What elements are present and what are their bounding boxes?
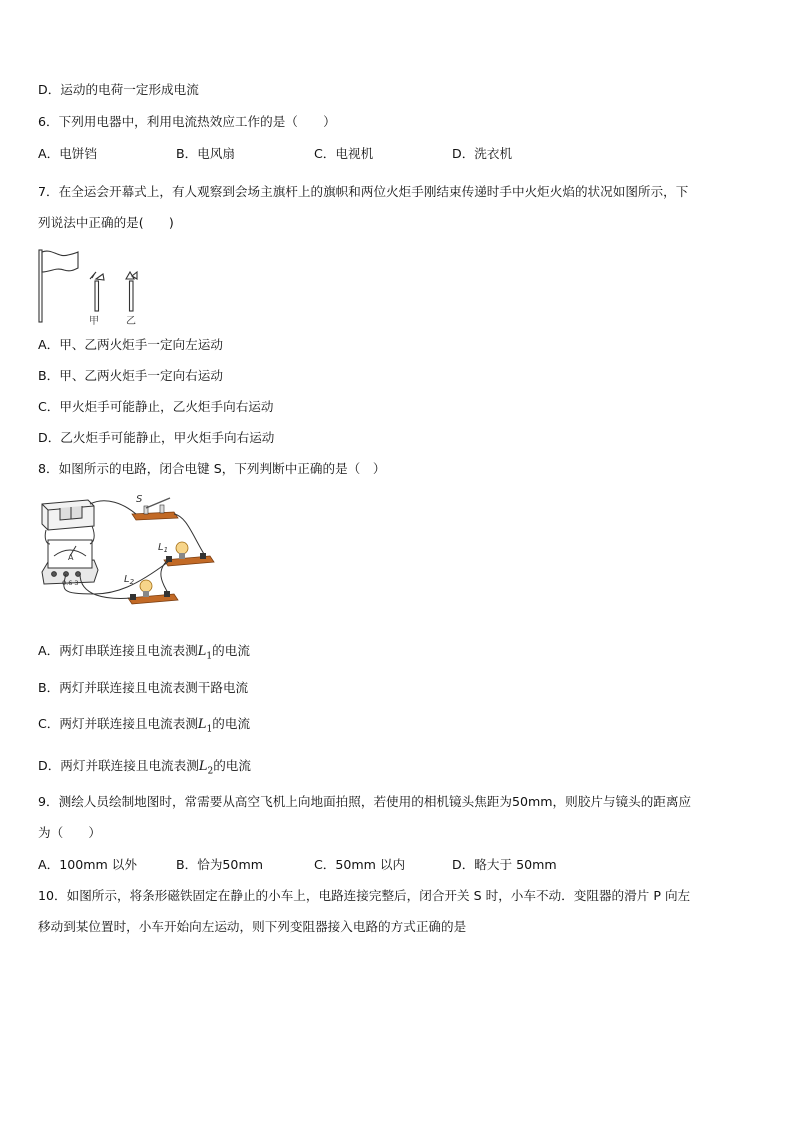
q7-option-b: B．甲、乙两火炬手一定向右运动 xyxy=(38,368,223,383)
q8-option-c-var: $L_1$ xyxy=(197,717,213,735)
q6-option-a: A．电饼铛 xyxy=(38,146,97,161)
q6-option-c: C．电视机 xyxy=(314,146,374,161)
q6-stem: 6．下列用电器中，利用电流热效应工作的是（ ） xyxy=(38,114,336,129)
ammeter xyxy=(42,540,98,584)
q9-stem-line2: 为（ ） xyxy=(38,825,101,840)
battery-pack xyxy=(42,500,94,530)
lamp-l1 xyxy=(164,542,214,566)
q9-option-c: C．50mm 以内 xyxy=(314,857,406,872)
q7-option-d: D．乙火炬手可能静止，甲火炬手向右运动 xyxy=(38,430,275,445)
q8-option-a-var: $L_1$ xyxy=(197,644,213,662)
q7-option-c: C．甲火炬手可能静止，乙火炬手向右运动 xyxy=(38,399,274,414)
q10-stem-line1: 10．如图所示，将条形磁铁固定在静止的小车上，电路连接完整后，闭合开关 S 时，小车不动．变阻器的滑片 P 向左 xyxy=(38,888,691,903)
q5-option-d: D．运动的电荷一定形成电流 xyxy=(38,82,199,97)
q9-option-a: A．100mm 以外 xyxy=(38,857,137,872)
q7-figure-label-jia: 甲 xyxy=(89,316,99,327)
ammeter-label: A xyxy=(68,553,74,562)
q9-stem-line1: 9．测绘人员绘制地图时，常需要从高空飞机上向地面拍照，若使用的相机镜头焦距为50mm，则胶片与镜头的距离应 xyxy=(38,794,692,809)
q8-option-a: A．两灯串联连接且电流表测$L_1$的电流 xyxy=(38,643,250,662)
q8-option-d: D．两灯并联连接且电流表测$L_2$的电流 xyxy=(38,758,251,777)
q9-option-b: B．恰为50mm xyxy=(176,857,263,872)
q8-stem: 8．如图所示的电路，闭合电键 S，下列判断中正确的是（ ） xyxy=(38,461,386,476)
q8-figure-circuit xyxy=(36,490,222,614)
q7-figure-flag-torches xyxy=(34,246,154,328)
q8-option-c: C．两灯并联连接且电流表测$L_1$的电流 xyxy=(38,716,251,735)
lamp-l2-label: $L_2$ xyxy=(124,574,135,586)
q7-figure-label-yi: 乙 xyxy=(126,316,136,327)
q8-option-b: B．两灯并联连接且电流表测干路电流 xyxy=(38,680,249,695)
lamp-l1-label: $L_1$ xyxy=(158,542,169,554)
q7-stem-line2: 列说法中正确的是( ) xyxy=(38,215,174,230)
switch-label: S xyxy=(136,494,143,505)
q6-option-b: B．电风扇 xyxy=(176,146,236,161)
ammeter-scale: 0.6 3 xyxy=(62,579,79,587)
q9-option-d: D．略大于 50mm xyxy=(452,857,557,872)
q8-option-d-var: $L_2$ xyxy=(198,759,214,777)
q10-stem-line2: 移动到某位置时，小车开始向左运动，则下列变阻器接入电路的方式正确的是 xyxy=(38,919,467,934)
q6-option-d: D．洗衣机 xyxy=(452,146,513,161)
q7-option-a: A．甲、乙两火炬手一定向左运动 xyxy=(38,337,223,352)
q7-stem-line1: 7．在全运会开幕式上，有人观察到会场主旗杆上的旗帜和两位火炬手刚结束传递时手中火炬火焰的状况如图所示，下 xyxy=(38,184,689,199)
